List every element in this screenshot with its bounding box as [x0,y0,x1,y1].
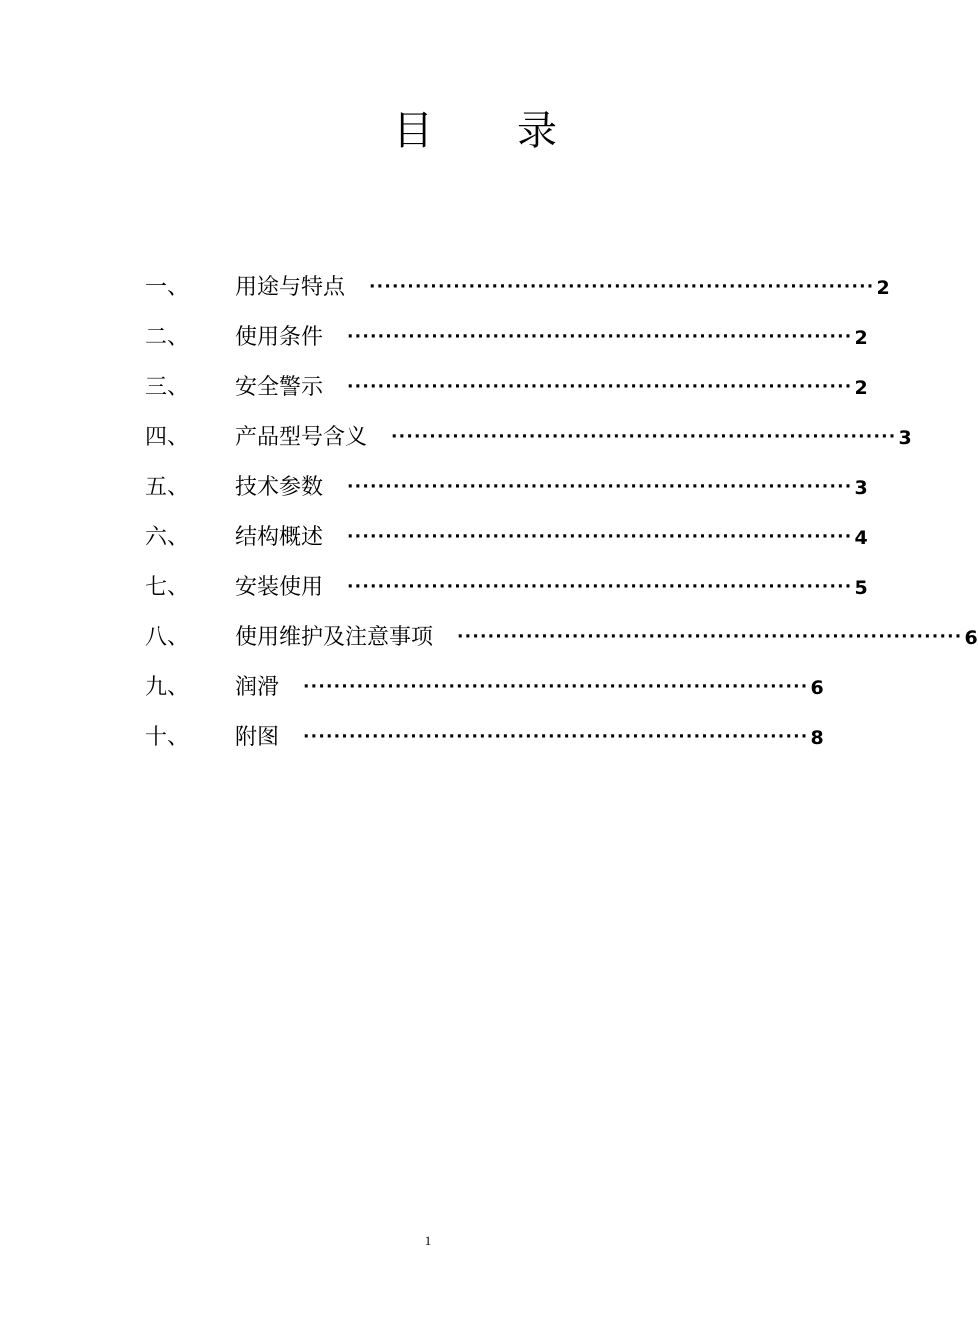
toc-entry[interactable] [145,610,978,660]
toc-entry[interactable] [145,660,824,710]
toc-entry-label: 用途与特点 [235,274,346,300]
toc-entry-label: 润滑 [235,674,280,700]
toc-entry[interactable] [145,360,868,410]
toc-entry-label: 使用维护及注意事项 [235,624,434,650]
toc-entry-label: 安全警示 [235,374,324,400]
toc-dot-leader: ·································································· [303,727,809,747]
table-of-contents [145,260,978,760]
toc-dot-leader: ·································································· [347,527,853,547]
toc-entry-number: 七、 [145,574,190,600]
toc-entry-label: 产品型号含义 [235,424,368,450]
toc-dot-leader: ·································································· [347,477,853,497]
title-gap [433,104,517,158]
toc-entry-page: 2 [854,327,868,349]
toc-entry-number: 九、 [145,674,190,700]
toc-entry[interactable] [145,460,868,510]
toc-entry-page: 3 [898,427,912,449]
toc-entry[interactable] [145,510,868,560]
page-number: 1 [424,1233,432,1248]
toc-dot-leader: ·································································· [369,277,875,297]
toc-dot-leader: ·································································· [347,327,853,347]
toc-entry-label: 使用条件 [235,324,324,350]
toc-entry-number: 十、 [145,724,190,750]
toc-dot-leader: ·································································· [457,627,963,647]
toc-entry-page: 2 [854,377,868,399]
page-title [0,104,950,158]
title-char-2: 录 [517,108,557,154]
toc-entry-number: 一、 [145,274,190,300]
toc-entry[interactable] [145,310,868,360]
toc-entry-label: 附图 [235,724,280,750]
toc-entry[interactable] [145,260,890,310]
toc-entry-number: 八、 [145,624,190,650]
title-char-1: 目 [393,108,433,154]
toc-dot-leader: ·································································· [303,677,809,697]
toc-entry-number: 四、 [145,424,190,450]
toc-dot-leader: ·································································· [391,427,897,447]
toc-entry-number: 五、 [145,474,190,500]
toc-entry-page: 2 [876,277,890,299]
toc-entry-page: 4 [854,527,868,549]
toc-entry-page: 6 [964,627,978,649]
toc-dot-leader: ·································································· [347,577,853,597]
toc-entry-number: 六、 [145,524,190,550]
toc-entry[interactable] [145,410,912,460]
toc-entry[interactable] [145,560,868,610]
toc-entry-label: 安装使用 [235,574,324,600]
toc-entry[interactable] [145,710,824,760]
toc-entry-label: 结构概述 [235,524,324,550]
toc-entry-page: 6 [810,677,824,699]
toc-dot-leader: ·································································· [347,377,853,397]
toc-entry-page: 3 [854,477,868,499]
toc-entry-page: 5 [854,577,868,599]
toc-entry-label: 技术参数 [235,474,324,500]
toc-entry-number: 二、 [145,324,190,350]
toc-entry-page: 8 [810,727,824,749]
toc-entry-number: 三、 [145,374,190,400]
